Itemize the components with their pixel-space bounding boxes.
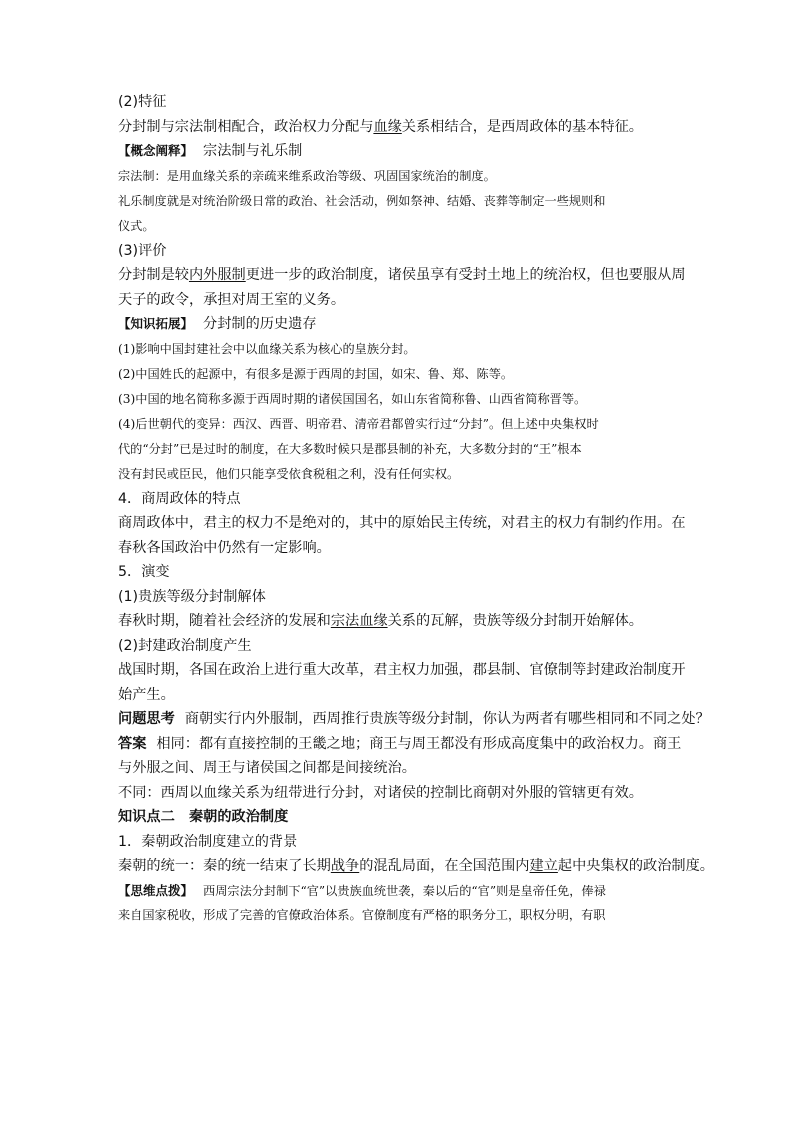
paragraph-characteristics: 春秋各国政治中仍然有一定影响。 bbox=[118, 539, 331, 556]
extension-text: (4)后世朝代的变异：西汉、西晋、明帝君、清帝君都曾实行过“分封”。但上述中央集权时 bbox=[118, 416, 599, 431]
subheading-feudal-system: (2)封建政治制度产生 bbox=[118, 637, 252, 654]
underlined-term: 战争 bbox=[330, 858, 360, 874]
answer-line: 答案 相同：都有直接控制的王畿之地；商王与周王都没有形成高度集中的政治权力。商王 bbox=[118, 735, 682, 752]
section-heading-1: 1．秦朝政治制度建立的背景 bbox=[118, 833, 298, 850]
paragraph-disintegration: 春秋时期，随着社会经济的发展和宗法血缘关系的瓦解，贵族等级分封制开始解体。 bbox=[118, 613, 643, 629]
concept-tag: 【概念阐释】 bbox=[118, 143, 194, 158]
paragraph-characteristics: 商周政体中，君主的权力不是绝对的，其中的原始民主传统，对君主的权力有制约作用。在 bbox=[118, 515, 686, 531]
paragraph-feudal-system: 战国时期，各国在政治上进行重大改革，君主权力加强，郡县制、官僚制等封建政治制度开 bbox=[118, 662, 686, 678]
concept-text: 仪式。 bbox=[118, 218, 155, 233]
concept-text: 宗法制：是用血缘关系的亲疏来维系政治等级、巩固国家统治的制度。 bbox=[118, 168, 496, 183]
extension-text: (3)中国的地名简称多源于西周时期的诸侯国国名，如山东省简称鲁、山西省简称晋等。 bbox=[118, 391, 587, 406]
underlined-term: 宗法血缘 bbox=[330, 613, 388, 629]
knowledge-point-heading: 知识点二 秦朝的政治制度 bbox=[118, 809, 289, 825]
thinking-text: 来自国家税收，形成了完善的官僚政治体系。官僚制度有严格的职务分工，职权分明，有职 bbox=[118, 908, 606, 922]
thinking-box-heading: 【思维点拨】 西周宗法分封制下“官”以贵族血统世袭，秦以后的“官”则是皇帝任免，俸禄 bbox=[118, 882, 606, 898]
subheading-evaluation: (3)评价 bbox=[118, 242, 167, 259]
concept-text: 礼乐制度就是对统治阶级日常的政治、社会活动，例如祭神、结婚、丧葬等制定一些规则和 bbox=[118, 193, 606, 208]
paragraph-feudal-system: 始产生。 bbox=[118, 686, 175, 703]
thinking-tag: 【思维点拨】 bbox=[118, 882, 194, 898]
document-page bbox=[118, 92, 714, 930]
answer-line: 不同：西周以血缘关系为纽带进行分封，对诸侯的控制比商朝对外服的管辖更有效。 bbox=[118, 784, 643, 801]
paragraph-evaluation: 分封制是较内外服制更进一步的政治制度，诸侯虽享有受封土地上的统治权，但也要服从周 bbox=[118, 267, 686, 283]
answer-tag: 答案 bbox=[118, 735, 147, 752]
question-tag: 问题思考 bbox=[118, 711, 175, 727]
extension-text: 没有封民或臣民，他们只能享受依食税租之利，没有任何实权。 bbox=[118, 466, 460, 481]
underlined-term: 血缘 bbox=[373, 118, 402, 135]
extension-box-heading: 【知识拓展】 分封制的历史遗存 bbox=[118, 316, 317, 332]
question-line: 问题思考 商朝实行内外服制，西周推行贵族等级分封制，你认为两者有哪些相同和不同之处？ bbox=[118, 711, 710, 727]
section-heading-4: 4．商周政体的特点 bbox=[118, 490, 241, 507]
extension-text: (2)中国姓氏的起源中，有很多是源于西周的封国，如宋、鲁、郑、陈等。 bbox=[118, 366, 514, 381]
concept-box-heading: 【概念阐释】 宗法制与礼乐制 bbox=[118, 143, 303, 159]
underlined-term: 建立 bbox=[529, 858, 558, 874]
subheading-features: (2)特征 bbox=[118, 94, 167, 110]
subheading-disintegration: (1)贵族等级分封制解体 bbox=[118, 588, 266, 605]
paragraph-qin-unification: 秦朝的统一：秦的统一结束了长期战争的混乱局面，在全国范围内建立起中央集权的政治制度。 bbox=[118, 858, 714, 874]
paragraph-features: 分封制与宗法制相配合，政治权力分配与血缘关系相结合，是西周政体的基本特征。 bbox=[118, 118, 643, 135]
answer-line: 与外服之间、周王与诸侯国之间都是间接统治。 bbox=[118, 760, 416, 776]
section-heading-5: 5．演变 bbox=[118, 564, 170, 580]
paragraph-evaluation: 天子的政令，承担对周王室的义务。 bbox=[118, 291, 346, 308]
underlined-term: 内外服制 bbox=[188, 267, 246, 283]
extension-text: (1)影响中国封建社会中以血缘关系为核心的皇族分封。 bbox=[118, 341, 416, 356]
extension-text: 代的“分封”已是过时的制度，在大多数时候只是郡县制的补充，大多数分封的“王”根本 bbox=[118, 441, 582, 456]
extension-tag: 【知识拓展】 bbox=[118, 316, 194, 331]
